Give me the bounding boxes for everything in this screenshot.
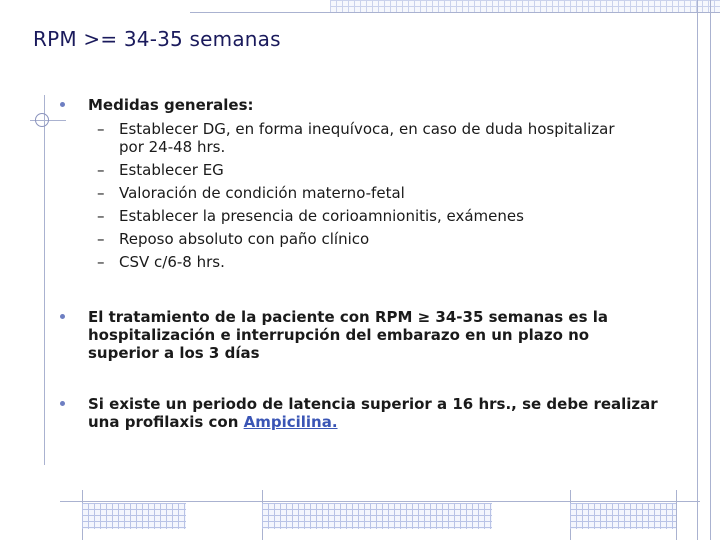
- ampicilina-link[interactable]: Ampicilina.: [243, 413, 338, 431]
- decorative-grid-bottom: [570, 503, 676, 529]
- sub-bullet-text: Establecer EG: [119, 161, 224, 179]
- decorative-grid-top: [330, 0, 720, 12]
- bullet-item: [60, 96, 660, 271]
- dash-icon: –: [97, 207, 105, 225]
- decorative-line: [44, 95, 45, 465]
- bullet-text: [88, 395, 658, 431]
- decorative-line: [697, 0, 698, 540]
- sub-bullet-item: [88, 253, 639, 271]
- bullet-text-main: Si existe un periodo de latencia superior a 16 hrs., se debe realizar una profilaxis con: [88, 395, 658, 431]
- sub-bullet-text: CSV c/6-8 hrs.: [119, 253, 225, 271]
- bullet-item: [60, 395, 658, 431]
- sub-bullet-item: [88, 207, 639, 225]
- decorative-grid-bottom: [82, 503, 186, 529]
- dash-icon: –: [97, 184, 105, 202]
- decorative-line: [190, 12, 720, 13]
- bullet-item: [60, 308, 658, 362]
- sub-bullet-item: [88, 230, 639, 248]
- bullet-dot-icon: [60, 314, 65, 319]
- sub-bullet-text: Reposo absoluto con paño clínico: [119, 230, 370, 248]
- sub-bullet-item: [88, 161, 639, 179]
- bullet-dot-icon: [60, 102, 65, 107]
- sub-bullet-list: [88, 120, 660, 271]
- decorative-grid-bottom: [262, 503, 492, 529]
- decorative-line: [676, 490, 677, 540]
- dash-icon: –: [97, 120, 105, 138]
- bullet-dot-icon: [60, 401, 65, 406]
- bullet-list: [60, 96, 660, 431]
- sub-bullet-item: [88, 120, 639, 156]
- decorative-line: [710, 0, 711, 540]
- bullet-text: Medidas generales:: [88, 96, 254, 114]
- dash-icon: –: [97, 253, 105, 271]
- slide-title: RPM >= 34-35 semanas: [33, 27, 281, 51]
- sub-bullet-text: Valoración de condición materno-fetal: [119, 184, 405, 202]
- bullet-text: El tratamiento de la paciente con RPM ≥ 34-35 semanas es la hospitalización e interrupción del embarazo en un plazo no superior a los 3 días: [88, 308, 609, 362]
- sub-bullet-text: Establecer DG, en forma inequívoca, en caso de duda hospitalizar por 24-48 hrs.: [119, 120, 615, 156]
- dash-icon: –: [97, 161, 105, 179]
- decorative-line: [60, 501, 700, 502]
- sub-bullet-text: Establecer la presencia de corioamnionitis, exámenes: [119, 207, 524, 225]
- sub-bullet-item: [88, 184, 639, 202]
- crosshair-icon: [35, 113, 49, 127]
- dash-icon: –: [97, 230, 105, 248]
